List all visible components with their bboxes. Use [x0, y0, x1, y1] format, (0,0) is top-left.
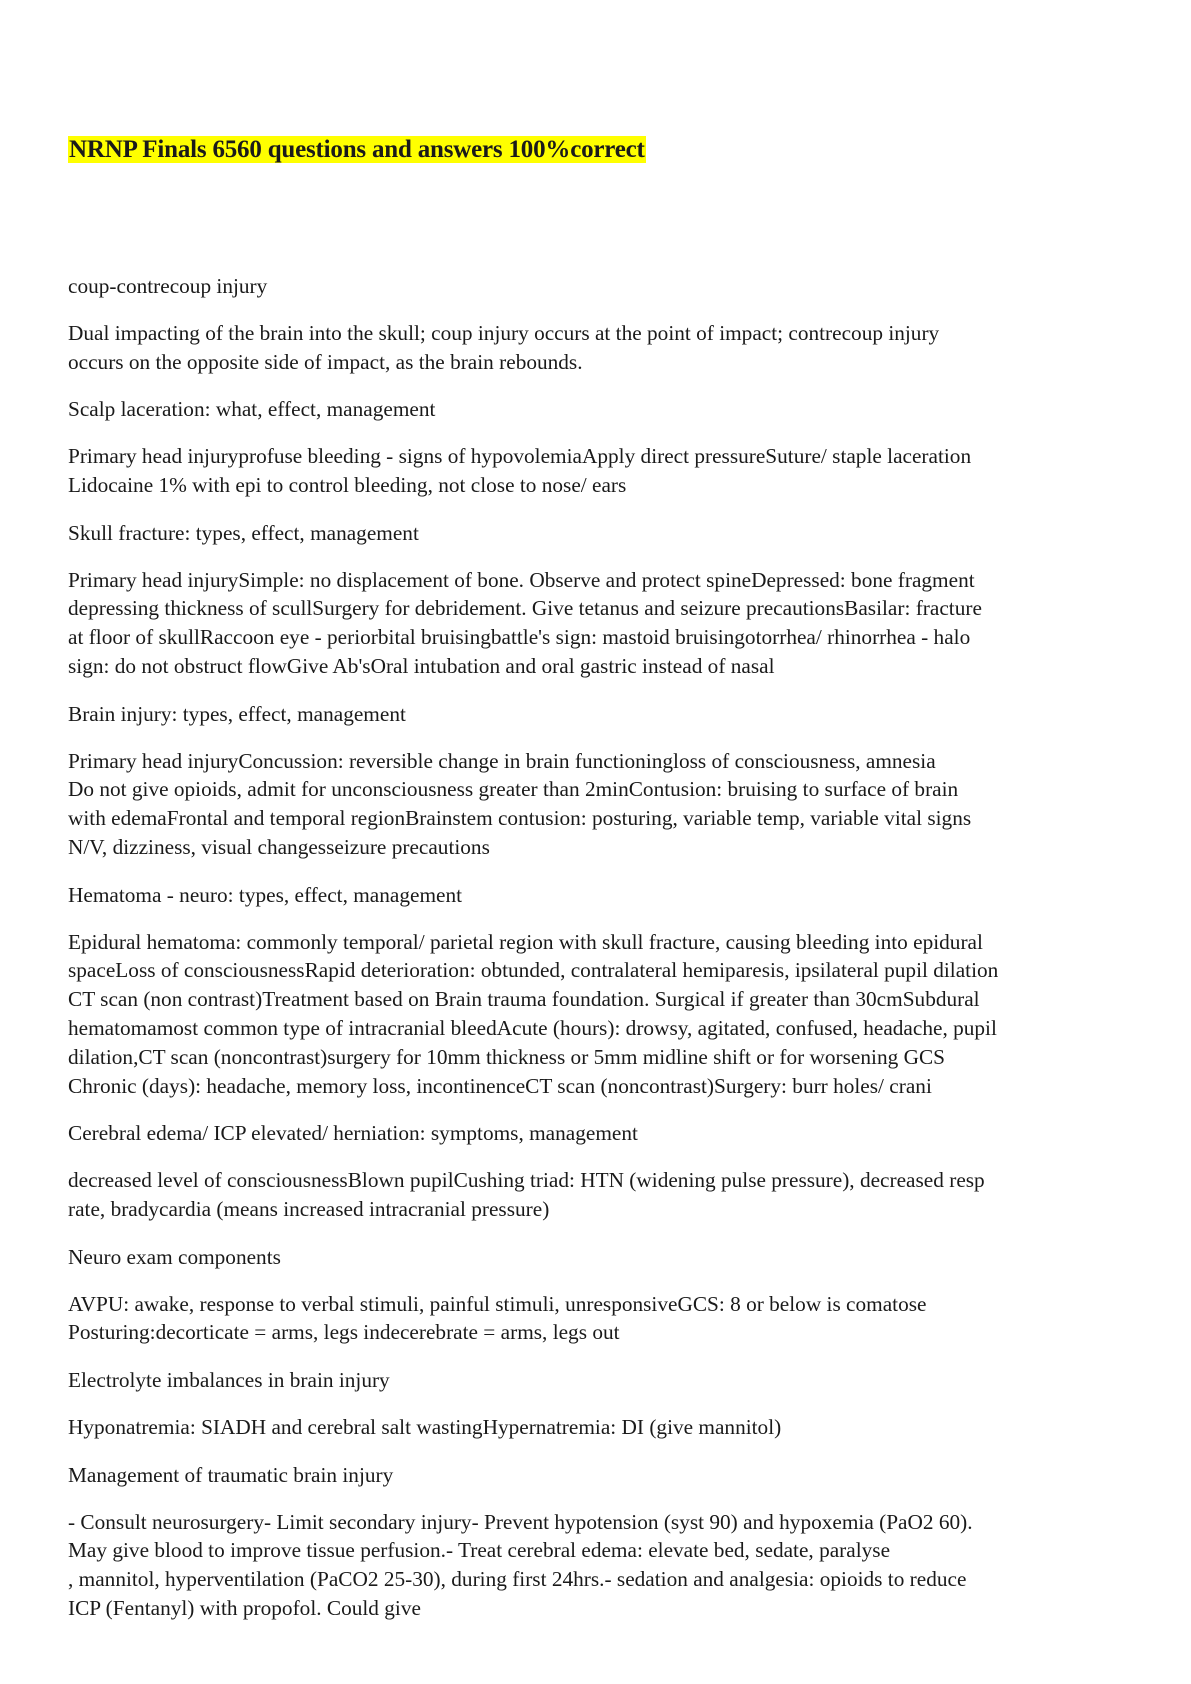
question-text: Scalp laceration: what, effect, management — [68, 397, 436, 422]
answer-text — [68, 566, 1128, 681]
answer-line: ICP (Fentanyl) with propofol. Could give — [68, 1595, 421, 1620]
page-title — [68, 135, 646, 165]
answer-line: sign: do not obstruct flowGive Ab'sOral intubation and oral gastric instead of nasal — [68, 653, 775, 678]
question-text: Skull fracture: types, effect, management — [68, 520, 419, 545]
answer-line: AVPU: awake, response to verbal stimuli, painful stimuli, unresponsiveGCS: 8 or below is comatose — [68, 1291, 927, 1316]
answer-line: Lidocaine 1% with epi to control bleeding, not close to nose/ ears — [68, 472, 627, 497]
question-text: Electrolyte imbalances in brain injury — [68, 1368, 390, 1393]
qa-content — [68, 272, 1128, 1642]
answer-text — [68, 319, 1128, 377]
answer-line: spaceLoss of consciousnessRapid deterioration: obtunded, contralateral hemiparesis, ipsilateral pupil dilation — [68, 958, 999, 983]
answer-text — [68, 1290, 1128, 1348]
answer-line: depressing thickness of scullSurgery for debridement. Give tetanus and seizure precautionsBasilar: fracture — [68, 596, 982, 621]
answer-line: , mannitol, hyperventilation (PaCO2 25-30), during first 24hrs.- sedation and analgesia: opioids to reduce — [68, 1567, 967, 1592]
answer-line: hematomamost common type of intracranial bleedAcute (hours): drowsy, agitated, confused, headache, pupil — [68, 1015, 997, 1040]
answer-line: - Consult neurosurgery- Limit secondary injury- Prevent hypotension (syst 90) and hypoxemia (PaO2 60). — [68, 1509, 973, 1534]
answer-line: Dual impacting of the brain into the skull; coup injury occurs at the point of impact; contrecoup injury — [68, 320, 940, 345]
question-text: coup-contrecoup injury — [68, 274, 268, 298]
answer-line: Primary head injurySimple: no displacement of bone. Observe and protect spineDepressed: bone fragment — [68, 567, 975, 592]
answer-text — [68, 442, 1128, 500]
highlighted-title-text: NRNP Finals 6560 questions and answers 100%correct — [69, 136, 645, 163]
question-text: Hematoma - neuro: types, effect, management — [68, 882, 463, 907]
answer-text — [68, 1413, 1128, 1442]
answer-line: Do not give opioids, admit for unconsciousness greater than 2minContusion: bruising to surface of brain — [68, 777, 959, 802]
answer-line: decreased level of consciousnessBlown pupilCushing triad: HTN (widening pulse pressure), decreased resp — [68, 1168, 985, 1193]
answer-text — [68, 928, 1128, 1101]
answer-text — [68, 1166, 1128, 1224]
answer-line: with edemaFrontal and temporal regionBrainstem contusion: posturing, variable temp, variable vital signs — [68, 806, 972, 831]
answer-line: CT scan (non contrast)Treatment based on Brain trauma foundation. Surgical if greater than 30cmSubdural — [68, 987, 980, 1012]
answer-line: Posturing:decorticate = arms, legs indecerebrate = arms, legs out — [68, 1320, 620, 1345]
answer-line: Hyponatremia: SIADH and cerebral salt wastingHypernatremia: DI (give mannitol) — [68, 1414, 782, 1439]
answer-line: N/V, dizziness, visual changesseizure precautions — [68, 834, 490, 859]
answer-text — [68, 747, 1128, 862]
question-text: Brain injury: types, effect, management — [68, 701, 406, 726]
answer-line: Primary head injuryprofuse bleeding - signs of hypovolemiaApply direct pressureSuture/ staple laceration — [68, 444, 972, 469]
question-text: Neuro exam components — [68, 1244, 281, 1269]
answer-line: May give blood to improve tissue perfusion.- Treat cerebral edema: elevate bed, sedate, paralyse — [68, 1538, 891, 1563]
answer-line: rate, bradycardia (means increased intracranial pressure) — [68, 1196, 550, 1221]
question-text: Cerebral edema/ ICP elevated/ herniation: symptoms, management — [68, 1121, 638, 1146]
answer-line: dilation,CT scan (noncontrast)surgery for 10mm thickness or 5mm midline shift or for worsening GCS — [68, 1044, 945, 1069]
answer-line: Epidural hematoma: commonly temporal/ parietal region with skull fracture, causing bleeding into epidural — [68, 929, 983, 954]
question-text: Management of traumatic brain injury — [68, 1462, 394, 1487]
answer-line: Primary head injuryConcussion: reversible change in brain functioningloss of consciousness, amnesia — [68, 748, 936, 773]
answer-line: occurs on the opposite side of impact, as the brain rebounds. — [68, 349, 583, 374]
answer-line: Chronic (days): headache, memory loss, incontinenceCT scan (noncontrast)Surgery: burr holes/ crani — [68, 1073, 932, 1098]
answer-line: at floor of skullRaccoon eye - periorbital bruisingbattle's sign: mastoid bruisingotorrhea/ rhinorrhea - halo — [68, 625, 971, 650]
answer-text — [68, 1508, 1128, 1623]
